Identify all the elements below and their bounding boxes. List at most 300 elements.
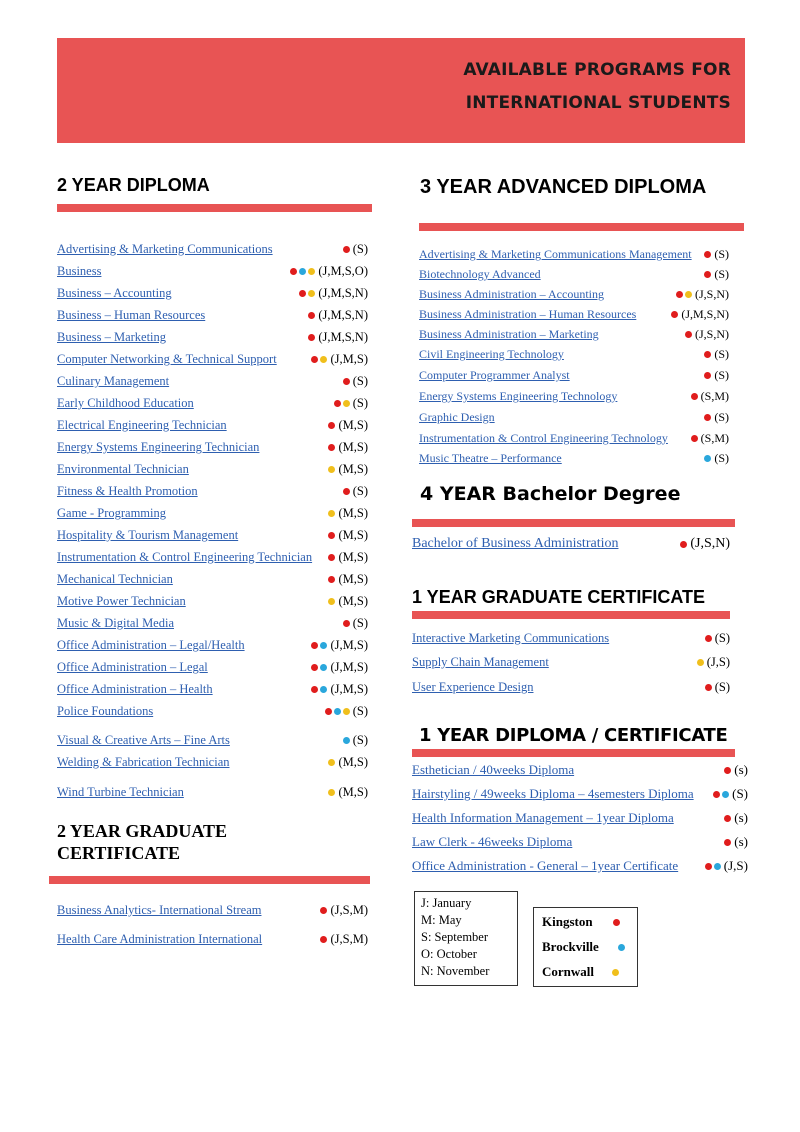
kingston-dot-icon bbox=[704, 351, 711, 358]
intake-codes: (S,M) bbox=[700, 389, 729, 403]
brockville-dot-icon bbox=[320, 664, 327, 671]
intake-codes: (S) bbox=[714, 680, 730, 694]
kingston-dot-icon bbox=[724, 815, 731, 822]
program-row bbox=[419, 431, 729, 446]
campus-dots bbox=[328, 444, 335, 451]
program-row bbox=[57, 660, 368, 675]
program-row bbox=[419, 451, 729, 466]
campus-name: Cornwall bbox=[542, 964, 594, 979]
brockville-dot-icon bbox=[714, 863, 721, 870]
program-row bbox=[412, 680, 730, 695]
cornwall-dot-icon bbox=[328, 789, 335, 796]
campus-name: Kingston bbox=[542, 914, 593, 929]
program-link[interactable]: Energy Systems Engineering Technician bbox=[57, 440, 260, 454]
program-link[interactable]: Business Administration – Accounting bbox=[419, 287, 604, 301]
intake-codes: (S) bbox=[352, 242, 368, 256]
cornwall-dot-icon bbox=[308, 290, 315, 297]
campus-dots bbox=[704, 372, 711, 379]
program-availability bbox=[724, 810, 748, 826]
program-row bbox=[412, 762, 748, 778]
intake-codes: (S) bbox=[714, 347, 729, 361]
program-link[interactable]: Law Clerk - 46weeks Diploma bbox=[412, 834, 573, 849]
kingston-dot-icon bbox=[713, 791, 720, 798]
program-row bbox=[412, 631, 730, 646]
program-link[interactable]: User Experience Design bbox=[412, 680, 534, 694]
kingston-dot-icon bbox=[328, 532, 335, 539]
program-availability bbox=[705, 631, 730, 646]
program-link[interactable]: Civil Engineering Technology bbox=[419, 347, 564, 361]
program-availability bbox=[704, 247, 729, 262]
program-link[interactable]: Welding & Fabrication Technician bbox=[57, 755, 230, 769]
section-divider bbox=[419, 223, 744, 231]
brockville-dot-icon bbox=[343, 737, 350, 744]
program-availability bbox=[290, 264, 368, 279]
program-link[interactable]: Advertising & Marketing Communications bbox=[57, 242, 273, 256]
intake-codes: (J,M,S,N) bbox=[318, 330, 368, 344]
program-availability bbox=[311, 682, 368, 697]
program-availability bbox=[343, 616, 368, 631]
program-availability bbox=[704, 347, 729, 362]
kingston-dot-icon bbox=[691, 435, 698, 442]
program-row bbox=[57, 550, 368, 565]
campus-dots bbox=[704, 455, 711, 462]
program-row bbox=[419, 368, 729, 383]
program-link[interactable]: Instrumentation & Control Engineering Technician bbox=[57, 550, 313, 564]
program-link[interactable]: Environmental Technician bbox=[57, 462, 189, 476]
kingston-dot-icon bbox=[705, 863, 712, 870]
campus-dots bbox=[705, 684, 712, 691]
program-availability bbox=[343, 374, 368, 389]
program-link[interactable]: Hairstyling / 49weeks Diploma – 4semesters Diploma bbox=[412, 786, 694, 801]
kingston-dot-icon bbox=[343, 620, 350, 627]
intake-codes: (J,M,S,N) bbox=[681, 307, 729, 321]
program-row bbox=[57, 308, 368, 323]
campus-dots bbox=[325, 708, 350, 715]
campus-dots bbox=[334, 400, 350, 407]
campus-dots bbox=[705, 635, 712, 642]
program-link[interactable]: Biotechnology Advanced bbox=[419, 267, 541, 281]
program-row bbox=[419, 347, 729, 362]
kingston-dot-icon bbox=[704, 251, 711, 258]
section-title-2yr-diploma: 2 YEAR DIPLOMA bbox=[57, 175, 210, 195]
campus-dots bbox=[676, 291, 692, 298]
section-divider bbox=[412, 611, 730, 619]
kingston-dot-icon bbox=[704, 271, 711, 278]
intake-legend-item: N: November bbox=[421, 964, 490, 978]
program-row bbox=[57, 528, 368, 543]
kingston-dot-icon bbox=[328, 554, 335, 561]
program-availability bbox=[704, 267, 729, 282]
program-availability bbox=[724, 834, 748, 850]
campus-dots bbox=[311, 686, 327, 693]
program-link[interactable]: Music & Digital Media bbox=[57, 616, 174, 630]
program-availability bbox=[328, 440, 368, 455]
program-link[interactable]: Business bbox=[57, 264, 102, 278]
intake-legend-item: J: January bbox=[421, 896, 472, 910]
campus-dots bbox=[691, 435, 698, 442]
campus-dots bbox=[311, 642, 327, 649]
intake-codes: (J,M,S) bbox=[330, 660, 368, 674]
program-availability bbox=[680, 536, 730, 552]
intake-codes: (M,S) bbox=[338, 506, 368, 520]
cornwall-dot-icon bbox=[612, 969, 619, 976]
program-row bbox=[57, 440, 368, 455]
kingston-dot-icon bbox=[308, 334, 315, 341]
program-link[interactable]: Business – Accounting bbox=[57, 286, 172, 300]
intake-codes: (S) bbox=[714, 368, 729, 382]
program-row bbox=[57, 462, 368, 477]
program-availability bbox=[343, 484, 368, 499]
program-link[interactable]: Business – Marketing bbox=[57, 330, 167, 344]
cornwall-dot-icon bbox=[328, 466, 335, 473]
campus-legend-cornwall bbox=[542, 964, 594, 980]
program-link[interactable]: Advertising & Marketing Communications Management bbox=[419, 247, 692, 261]
kingston-dot-icon bbox=[299, 290, 306, 297]
intake-codes: (J,M,S,N) bbox=[318, 308, 368, 322]
kingston-dot-icon bbox=[676, 291, 683, 298]
intake-codes: (J,M,S) bbox=[330, 638, 368, 652]
page-title-line2: INTERNATIONAL STUDENTS bbox=[465, 93, 731, 113]
kingston-dot-icon bbox=[343, 488, 350, 495]
program-link[interactable]: Hospitality & Tourism Management bbox=[57, 528, 239, 542]
program-row bbox=[419, 287, 729, 302]
campus-dots bbox=[290, 268, 315, 275]
program-row bbox=[419, 307, 729, 322]
intake-codes: (s) bbox=[734, 810, 748, 825]
kingston-dot-icon bbox=[691, 393, 698, 400]
program-availability bbox=[704, 368, 729, 383]
campus-dots bbox=[311, 356, 327, 363]
intake-codes: (S) bbox=[732, 786, 748, 801]
intake-codes: (J,S,N) bbox=[694, 287, 729, 301]
program-row bbox=[412, 834, 748, 850]
program-row bbox=[57, 286, 368, 301]
program-link[interactable]: Office Administration – Health bbox=[57, 682, 213, 696]
program-row bbox=[57, 484, 368, 499]
kingston-dot-icon bbox=[685, 331, 692, 338]
campus-dots bbox=[671, 311, 678, 318]
intake-codes: (J,S,M) bbox=[330, 932, 368, 946]
program-availability bbox=[704, 451, 729, 466]
cornwall-dot-icon bbox=[328, 510, 335, 517]
program-row bbox=[57, 616, 368, 631]
campus-dots bbox=[724, 767, 731, 774]
intake-codes: (M,S) bbox=[338, 418, 368, 432]
kingston-dot-icon bbox=[724, 839, 731, 846]
program-link[interactable]: Computer Networking & Technical Support bbox=[57, 352, 277, 366]
kingston-dot-icon bbox=[311, 664, 318, 671]
program-availability bbox=[705, 858, 748, 874]
program-row bbox=[57, 755, 368, 770]
program-availability bbox=[343, 733, 368, 748]
program-availability bbox=[328, 550, 368, 565]
program-availability bbox=[308, 308, 368, 323]
program-link[interactable]: Health Information Management – 1year Diploma bbox=[412, 810, 674, 825]
program-availability bbox=[308, 330, 368, 345]
campus-dots bbox=[724, 839, 731, 846]
program-link[interactable]: Esthetician / 40weeks Diploma bbox=[412, 762, 575, 777]
cornwall-dot-icon bbox=[343, 708, 350, 715]
program-link[interactable]: Bachelor of Business Administration bbox=[412, 536, 619, 551]
campus-name: Brockville bbox=[542, 939, 599, 954]
program-row bbox=[57, 903, 368, 918]
program-availability bbox=[676, 287, 729, 302]
program-link[interactable]: Office Administration - General – 1year Certificate bbox=[412, 858, 679, 873]
section-divider bbox=[412, 519, 735, 527]
program-link[interactable]: Electrical Engineering Technician bbox=[57, 418, 227, 432]
program-availability bbox=[328, 755, 368, 770]
cornwall-dot-icon bbox=[320, 356, 327, 363]
campus-dots bbox=[691, 393, 698, 400]
program-availability bbox=[328, 462, 368, 477]
campus-dots bbox=[328, 576, 335, 583]
program-availability bbox=[343, 242, 368, 257]
campus-dots bbox=[311, 664, 327, 671]
intake-codes: (J,S) bbox=[706, 655, 730, 669]
program-row bbox=[419, 327, 729, 342]
intake-codes: (M,S) bbox=[338, 594, 368, 608]
campus-dots bbox=[704, 251, 711, 258]
campus-dots bbox=[724, 815, 731, 822]
program-link[interactable]: Business Administration – Marketing bbox=[419, 327, 599, 341]
intake-codes: (S) bbox=[352, 484, 368, 498]
program-availability bbox=[328, 528, 368, 543]
program-link[interactable]: Computer Programmer Analyst bbox=[419, 368, 570, 382]
program-row bbox=[57, 418, 368, 433]
campus-dots bbox=[320, 936, 327, 943]
campus-dots bbox=[704, 351, 711, 358]
program-link[interactable]: Office Administration – Legal/Health bbox=[57, 638, 245, 652]
campus-dots bbox=[697, 659, 704, 666]
page-title-line1: AVAILABLE PROGRAMS FOR bbox=[463, 60, 731, 80]
program-link[interactable]: Culinary Management bbox=[57, 374, 170, 388]
kingston-dot-icon bbox=[320, 936, 327, 943]
program-row bbox=[57, 785, 368, 800]
intake-codes: (J,M,S) bbox=[330, 682, 368, 696]
intake-codes: (J,M,S) bbox=[330, 352, 368, 366]
program-availability bbox=[320, 932, 368, 947]
cornwall-dot-icon bbox=[328, 759, 335, 766]
campus-dots bbox=[328, 554, 335, 561]
kingston-dot-icon bbox=[320, 907, 327, 914]
kingston-dot-icon bbox=[613, 919, 620, 926]
cornwall-dot-icon bbox=[343, 400, 350, 407]
intake-codes: (M,S) bbox=[338, 528, 368, 542]
program-availability bbox=[691, 431, 729, 446]
kingston-dot-icon bbox=[328, 576, 335, 583]
program-availability bbox=[299, 286, 368, 301]
program-row bbox=[412, 786, 748, 802]
program-availability bbox=[311, 660, 368, 675]
intake-codes: (S) bbox=[714, 267, 729, 281]
campus-dots bbox=[320, 907, 327, 914]
program-availability bbox=[691, 389, 729, 404]
program-link[interactable]: Health Care Administration International bbox=[57, 932, 263, 946]
campus-dots bbox=[343, 620, 350, 627]
kingston-dot-icon bbox=[704, 414, 711, 421]
intake-codes: (s) bbox=[734, 834, 748, 849]
campus-dots bbox=[328, 598, 335, 605]
program-link[interactable]: Interactive Marketing Communications bbox=[412, 631, 610, 645]
intake-codes: (S) bbox=[714, 247, 729, 261]
section-title-line: 2 YEAR GRADUATE bbox=[57, 821, 228, 841]
program-availability bbox=[328, 418, 368, 433]
program-row bbox=[57, 594, 368, 609]
program-row bbox=[412, 536, 730, 552]
program-availability bbox=[704, 410, 729, 425]
program-availability bbox=[334, 396, 368, 411]
kingston-dot-icon bbox=[343, 246, 350, 253]
campus-dots bbox=[680, 541, 687, 548]
intake-codes: (S,M) bbox=[700, 431, 729, 445]
intake-codes: (M,S) bbox=[338, 462, 368, 476]
section-title-1yr-grad-cert: 1 YEAR GRADUATE CERTIFICATE bbox=[412, 587, 706, 607]
campus-dots bbox=[343, 246, 350, 253]
brockville-dot-icon bbox=[722, 791, 729, 798]
campus-dots bbox=[685, 331, 692, 338]
program-link[interactable]: Office Administration – Legal bbox=[57, 660, 208, 674]
program-row bbox=[57, 733, 368, 748]
program-row bbox=[412, 655, 730, 670]
intake-codes: (M,S) bbox=[338, 755, 368, 769]
program-availability bbox=[724, 762, 748, 778]
intake-legend bbox=[414, 891, 518, 986]
kingston-dot-icon bbox=[680, 541, 687, 548]
intake-codes: (S) bbox=[714, 410, 729, 424]
program-row bbox=[419, 410, 729, 425]
program-link[interactable]: Business – Human Resources bbox=[57, 308, 206, 322]
campus-dots bbox=[343, 488, 350, 495]
header-banner bbox=[57, 38, 745, 143]
program-row bbox=[57, 932, 368, 947]
program-availability bbox=[713, 786, 748, 802]
program-availability bbox=[328, 572, 368, 587]
campus-dots bbox=[328, 510, 335, 517]
campus-dots bbox=[328, 532, 335, 539]
campus-dots bbox=[328, 789, 335, 796]
program-link[interactable]: Police Foundations bbox=[57, 704, 154, 718]
intake-legend-item: M: May bbox=[421, 913, 462, 927]
kingston-dot-icon bbox=[290, 268, 297, 275]
program-link[interactable]: Business Administration – Human Resources bbox=[419, 307, 637, 321]
program-link[interactable]: Visual & Creative Arts – Fine Arts bbox=[57, 733, 230, 747]
brockville-dot-icon bbox=[704, 455, 711, 462]
program-row bbox=[57, 638, 368, 653]
kingston-dot-icon bbox=[671, 311, 678, 318]
campus-dots bbox=[308, 312, 315, 319]
program-link[interactable]: Mechanical Technician bbox=[57, 572, 173, 586]
program-link[interactable]: Energy Systems Engineering Technology bbox=[419, 389, 618, 403]
campus-legend-kingston bbox=[542, 914, 593, 930]
program-link[interactable]: Business Analytics- International Stream bbox=[57, 903, 262, 917]
section-title-4yr-bachelor: 4 YEAR Bachelor Degree bbox=[420, 483, 681, 505]
cornwall-dot-icon bbox=[308, 268, 315, 275]
campus-dots bbox=[343, 378, 350, 385]
program-row bbox=[57, 396, 368, 411]
section-divider bbox=[49, 876, 370, 884]
program-link[interactable]: Music Theatre – Performance bbox=[419, 451, 562, 465]
intake-codes: (J,S,N) bbox=[694, 327, 729, 341]
program-link[interactable]: Early Childhood Education bbox=[57, 396, 194, 410]
section-divider bbox=[412, 749, 735, 757]
program-row bbox=[57, 506, 368, 521]
cornwall-dot-icon bbox=[328, 598, 335, 605]
cornwall-dot-icon bbox=[685, 291, 692, 298]
intake-codes: (J,S) bbox=[723, 858, 748, 873]
program-row bbox=[419, 389, 729, 404]
intake-codes: (M,S) bbox=[338, 550, 368, 564]
campus-dots bbox=[713, 791, 729, 798]
intake-codes: (S) bbox=[352, 616, 368, 630]
program-link[interactable]: Motive Power Technician bbox=[57, 594, 186, 608]
section-title-1yr-diploma-cert: 1 YEAR DIPLOMA / CERTIFICATE bbox=[419, 725, 728, 746]
campus-dots bbox=[328, 466, 335, 473]
program-row bbox=[412, 858, 748, 874]
kingston-dot-icon bbox=[334, 400, 341, 407]
program-availability bbox=[311, 352, 368, 367]
campus-dots bbox=[343, 737, 350, 744]
program-link[interactable]: Supply Chain Management bbox=[412, 655, 549, 669]
program-row bbox=[57, 330, 368, 345]
campus-dots bbox=[308, 334, 315, 341]
brockville-dot-icon bbox=[320, 642, 327, 649]
section-title-2yr-grad-cert bbox=[57, 820, 227, 864]
program-link[interactable]: Instrumentation & Control Engineering Technology bbox=[419, 431, 668, 445]
program-link[interactable]: Wind Turbine Technician bbox=[57, 785, 184, 799]
kingston-dot-icon bbox=[724, 767, 731, 774]
kingston-dot-icon bbox=[311, 356, 318, 363]
intake-codes: (M,S) bbox=[338, 440, 368, 454]
program-row bbox=[57, 264, 368, 279]
program-row bbox=[57, 242, 368, 257]
campus-legend bbox=[533, 907, 638, 987]
program-availability bbox=[705, 680, 730, 695]
program-row bbox=[57, 352, 368, 367]
kingston-dot-icon bbox=[311, 642, 318, 649]
intake-codes: (M,S) bbox=[338, 572, 368, 586]
brockville-dot-icon bbox=[320, 686, 327, 693]
intake-codes: (S) bbox=[714, 631, 730, 645]
campus-dots bbox=[299, 290, 315, 297]
kingston-dot-icon bbox=[311, 686, 318, 693]
intake-codes: (J,S,N) bbox=[690, 536, 730, 551]
program-availability bbox=[328, 594, 368, 609]
program-availability bbox=[697, 655, 730, 670]
intake-legend-item: O: October bbox=[421, 947, 477, 961]
kingston-dot-icon bbox=[705, 635, 712, 642]
brockville-dot-icon bbox=[299, 268, 306, 275]
section-divider bbox=[57, 204, 372, 212]
program-row bbox=[412, 810, 748, 826]
program-availability bbox=[671, 307, 729, 322]
program-availability bbox=[325, 704, 368, 719]
intake-codes: (S) bbox=[352, 396, 368, 410]
kingston-dot-icon bbox=[705, 684, 712, 691]
program-availability bbox=[311, 638, 368, 653]
intake-codes: (S) bbox=[714, 451, 729, 465]
program-link[interactable]: Game - Programming bbox=[57, 506, 167, 520]
intake-codes: (S) bbox=[352, 374, 368, 388]
program-row bbox=[57, 374, 368, 389]
program-link[interactable]: Fitness & Health Promotion bbox=[57, 484, 198, 498]
program-link[interactable]: Graphic Design bbox=[419, 410, 495, 424]
program-availability bbox=[320, 903, 368, 918]
program-row bbox=[57, 682, 368, 697]
kingston-dot-icon bbox=[328, 422, 335, 429]
program-availability bbox=[685, 327, 729, 342]
intake-legend-item: S: September bbox=[421, 930, 489, 944]
intake-codes: (J,M,S,O) bbox=[318, 264, 368, 278]
